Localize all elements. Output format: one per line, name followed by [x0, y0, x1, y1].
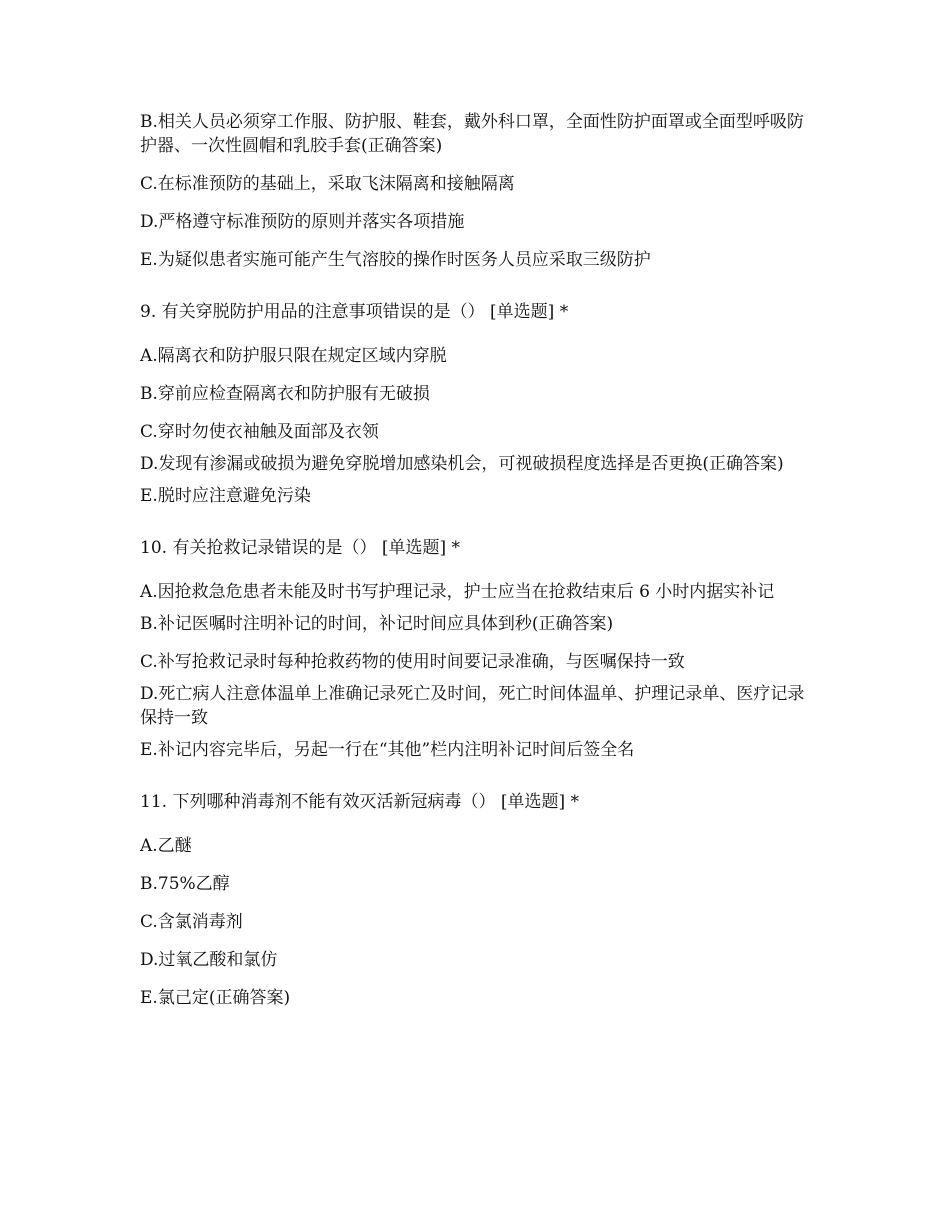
option-c-q8: C.在标准预防的基础上，采取飞沫隔离和接触隔离 [140, 174, 515, 194]
option-c-q9: C.穿时勿使衣袖触及面部及衣领 [140, 422, 379, 442]
option-c-q11: C.含氯消毒剂 [140, 912, 243, 932]
option-d-q10: D.死亡病人注意体温单上准确记录死亡及时间，死亡时间体温单、护理记录单、医疗记录保持一致 [140, 684, 805, 728]
option-b-q9: B.穿前应检查隔离衣和防护服有无破损 [140, 384, 430, 404]
option-d-q8: D.严格遵守标准预防的原则并落实各项措施 [140, 212, 465, 232]
option-e-q9: E.脱时应注意避免污染 [140, 486, 311, 506]
option-b-q11: B.75%乙醇 [140, 874, 230, 894]
question-9: 9. 有关穿脱防护用品的注意事项错误的是（） [单选题] * [140, 302, 569, 322]
question-11: 11. 下列哪种消毒剂不能有效灭活新冠病毒（） [单选题] * [140, 792, 580, 812]
question-10: 10. 有关抢救记录错误的是（） [单选题] * [140, 538, 461, 558]
option-a-q9: A.隔离衣和防护服只限在规定区域内穿脱 [140, 346, 447, 366]
option-d-q9: D.发现有渗漏或破损为避免穿脱增加感染机会，可视破损程度选择是否更换(正确答案) [140, 454, 784, 474]
option-d-q11: D.过氧乙酸和氯仿 [140, 950, 278, 970]
option-a-q11: A.乙醚 [140, 836, 192, 856]
option-e-q10: E.补记内容完毕后，另起一行在“其他”栏内注明补记时间后签全名 [140, 740, 635, 760]
option-c-q10: C.补写抢救记录时每种抢救药物的使用时间要记录准确，与医嘱保持一致 [140, 652, 685, 672]
option-e-q8: E.为疑似患者实施可能产生气溶胶的操作时医务人员应采取三级防护 [140, 250, 651, 270]
document-page [140, 110, 820, 1024]
option-b-q10: B.补记医嘱时注明补记的时间，补记时间应具体到秒(正确答案) [140, 614, 614, 634]
option-a-q10: A.因抢救急危患者未能及时书写护理记录，护士应当在抢救结束后 6 小时内据实补记 [140, 582, 775, 602]
option-e-q11: E.氯己定(正确答案) [140, 988, 291, 1008]
option-b-q8: B.相关人员必须穿工作服、防护服、鞋套，戴外科口罩，全面性防护面罩或全面型呼吸防护器、一次性圆帽和乳胶手套(正确答案) [140, 112, 804, 156]
